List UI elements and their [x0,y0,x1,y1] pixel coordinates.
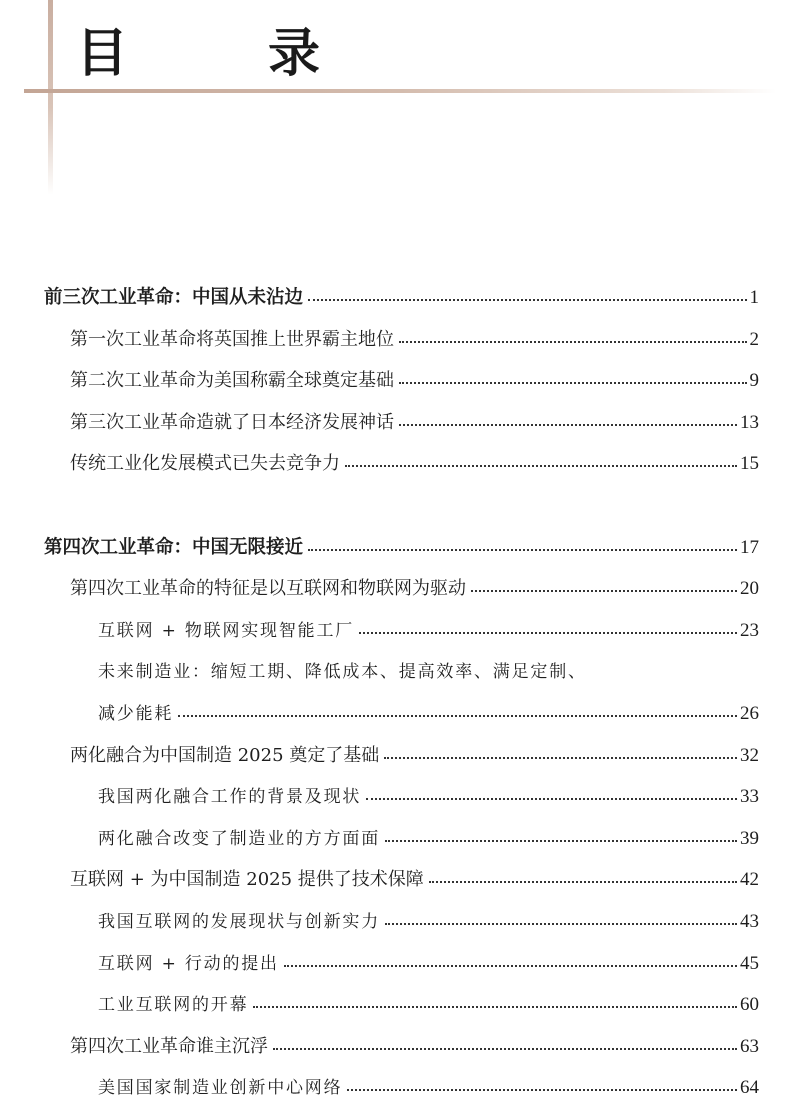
toc-page-number: 64 [740,1077,759,1099]
toc-section-entry[interactable] [0,402,759,444]
toc-entry-title: 美国国家制造业创新中心网络 [98,1078,343,1099]
dot-leader [284,964,737,967]
section-gap [0,485,800,527]
toc-page-number: 60 [740,994,759,1016]
toc-entry-title: 互联网 + 为中国制造 2025 提供了技术保障 [70,869,424,891]
toc-section-entry[interactable] [0,735,759,777]
toc-section-entry[interactable] [0,319,759,361]
toc-entry-title: 第二次工业革命为美国称霸全球奠定基础 [70,370,394,392]
toc-entry-title: 传统工业化发展模式已失去竞争力 [70,453,340,475]
dot-leader [308,548,737,551]
toc-section-entry[interactable] [0,443,759,485]
toc-page-number: 17 [740,536,759,558]
toc-subsection-entry[interactable] [0,901,759,943]
toc-page-number: 23 [740,619,759,641]
toc-entry-title: 第四次工业革命：中国无限接近 [44,536,304,558]
page-title: 目 录 [76,24,365,84]
dot-leader [345,464,737,467]
toc-entry-title: 未来制造业：缩短工期、降低成本、提高效率、满足定制、 [98,662,587,683]
dot-leader [429,880,737,883]
toc-entry-title: 互联网 + 物联网实现智能工厂 [98,620,355,641]
toc-entry-title: 我国互联网的发展现状与创新实力 [98,911,380,932]
toc-chapter-entry[interactable] [0,277,759,319]
toc-entry-title: 我国两化融合工作的背景及现状 [98,787,362,808]
toc-section-entry[interactable] [0,1026,759,1068]
dot-leader [399,423,737,426]
dot-leader [471,589,737,592]
toc-page-number: 1 [749,287,759,308]
toc-page-number: 45 [740,952,759,974]
dot-leader [347,1088,737,1091]
dot-leader [308,298,746,301]
toc-subsection-entry[interactable] [0,818,759,860]
toc-entry-title: 前三次工业革命：中国从未沾边 [44,287,304,308]
toc-entry-title: 减少能耗 [98,703,174,724]
toc-page-number: 42 [740,869,759,891]
dot-leader [384,756,737,759]
toc-entry-title: 工业互联网的开幕 [98,995,249,1016]
dot-leader [385,839,737,842]
toc-subsection-entry[interactable] [0,776,759,818]
dot-leader [385,922,737,925]
toc-entry-title: 两化融合改变了制造业的方方面面 [98,828,380,849]
toc-section-entry[interactable] [0,360,759,402]
toc-section-entry[interactable] [0,859,759,901]
toc-page-number: 20 [740,578,759,600]
toc-page-number: 43 [740,910,759,932]
toc-page-number: 26 [740,702,759,724]
toc-page-number: 2 [749,328,759,350]
dot-leader [399,340,747,343]
toc-page-number: 9 [749,370,759,392]
toc-page-number: 33 [740,786,759,808]
toc-subsection-entry[interactable] [0,1067,759,1109]
toc-section-entry[interactable] [0,568,759,610]
toc-subsection-entry[interactable] [0,610,759,652]
table-of-contents [0,277,800,1109]
toc-entry-title: 互联网 + 行动的提出 [98,953,279,974]
toc-page-number: 15 [740,453,759,475]
toc-entry-title: 第四次工业革命谁主沉浮 [70,1035,268,1057]
toc-subsection-entry[interactable] [0,984,759,1026]
toc-page-number: 13 [740,411,759,433]
toc-subsection-entry[interactable] [0,651,759,693]
dot-leader [399,381,747,384]
toc-page-number: 32 [740,744,759,766]
dot-leader [359,631,737,634]
toc-chapter-entry[interactable] [0,527,759,569]
dot-leader [253,1005,737,1008]
toc-page-number: 63 [740,1035,759,1057]
toc-entry-title: 第四次工业革命的特征是以互联网和物联网为驱动 [70,578,466,600]
dot-leader [178,714,737,717]
dot-leader [273,1047,737,1050]
toc-page-number: 39 [740,827,759,849]
decorative-vertical-rule [48,0,53,195]
toc-subsection-entry[interactable] [0,943,759,985]
toc-subsection-entry[interactable] [0,693,759,735]
toc-entry-title: 第一次工业革命将英国推上世界霸主地位 [70,328,394,350]
toc-entry-title: 第三次工业革命造就了日本经济发展神话 [70,411,394,433]
dot-leader [366,797,737,800]
toc-entry-title: 两化融合为中国制造 2025 奠定了基础 [70,744,380,766]
